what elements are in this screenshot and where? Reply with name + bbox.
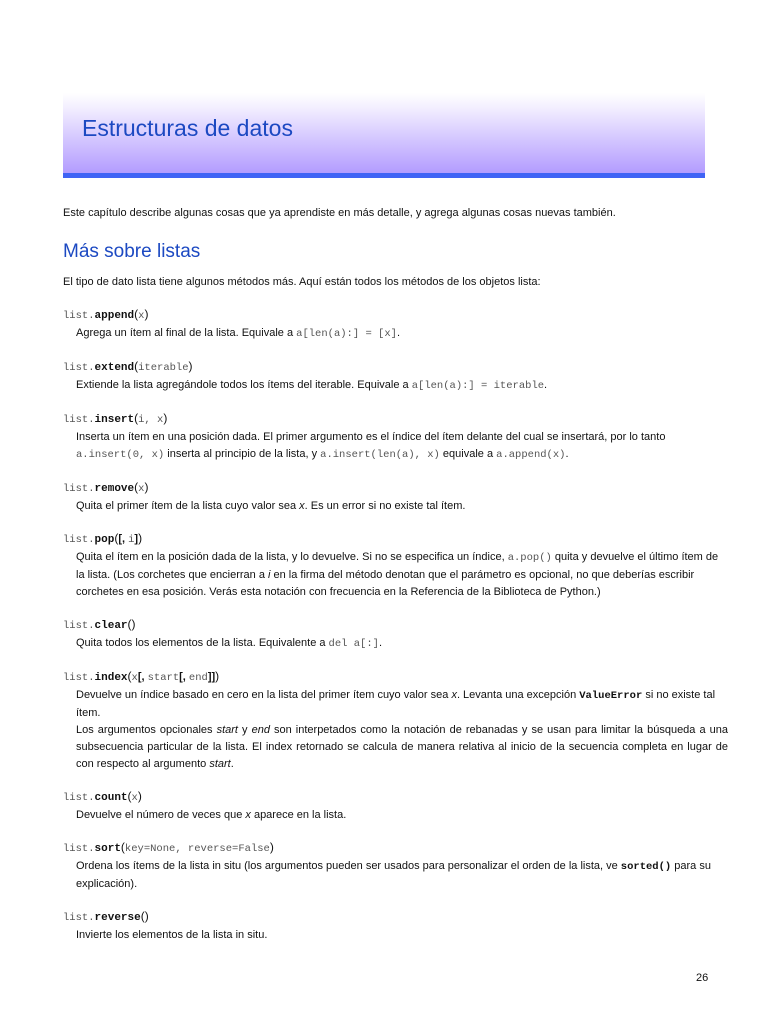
code-snippet: a.insert(0, x) <box>76 449 165 461</box>
method-signature: list.insert(i, x) <box>63 411 168 426</box>
method-name: count <box>94 792 128 804</box>
method-signature: list.clear() <box>63 617 136 632</box>
method-prefix: list. <box>63 843 95 855</box>
method-args: x <box>131 792 138 804</box>
method-description: Ordena los ítems de la lista in situ (los argumentos pueden ser usados para personalizar el orden de la lista, ve sorted() para su explicación). <box>76 860 711 890</box>
chapter-header <box>63 93 705 178</box>
page-number: 26 <box>696 972 709 984</box>
method-prefix: list. <box>63 483 95 495</box>
method-sort <box>63 839 728 893</box>
method-name: sort <box>94 843 121 855</box>
method-description: Devuelve el número de veces que x aparece en la lista. <box>76 809 347 821</box>
method-index <box>63 668 728 773</box>
method-clear <box>63 616 728 653</box>
method-description: Invierte los elementos de la lista in situ. <box>76 929 268 941</box>
method-prefix: list. <box>63 792 95 804</box>
method-name: clear <box>94 620 128 632</box>
method-args: start <box>147 672 180 684</box>
method-name: extend <box>94 362 135 374</box>
method-signature: list.sort(key=None, reverse=False) <box>63 840 274 855</box>
method-insert <box>63 410 728 464</box>
code-snippet: sorted() <box>620 861 672 873</box>
code-snippet: a[len(a):] = iterable <box>411 380 545 392</box>
method-name: index <box>94 672 128 684</box>
method-signature: list.index(x[, start[, end]]) <box>63 669 220 684</box>
method-prefix: list. <box>63 310 95 322</box>
method-description: Quita todos los elementos de la lista. Equivalente a del a[:]. <box>76 637 383 650</box>
code-snippet: a.append(x) <box>496 449 566 461</box>
method-name: pop <box>94 534 115 546</box>
method-signature: list.reverse() <box>63 909 149 924</box>
method-prefix: list. <box>63 620 95 632</box>
method-pop <box>63 530 728 601</box>
section-intro: El tipo de dato lista tiene algunos métodos más. Aquí están todos los métodos de los objetos lista: <box>63 276 541 288</box>
method-args: iterable <box>138 362 189 374</box>
code-snippet: ValueError <box>579 690 643 702</box>
method-name: append <box>94 310 135 322</box>
method-description: Extiende la lista agregándole todos los ítems del iterable. Equivale a a[len(a):] = iterable. <box>76 379 548 392</box>
method-args: x <box>138 483 145 495</box>
method-signature: list.count(x) <box>63 789 142 804</box>
method-reverse <box>63 908 728 944</box>
method-description: Quita el primer ítem de la lista cuyo valor sea x. Es un error si no existe tal ítem. <box>76 500 466 512</box>
method-extend <box>63 358 728 395</box>
method-args: i, x <box>138 414 164 426</box>
method-append <box>63 306 728 343</box>
method-signature: list.remove(x) <box>63 480 149 495</box>
method-name: remove <box>94 483 135 495</box>
method-args: key=None, reverse=False <box>124 843 270 855</box>
code-snippet: a.insert(len(a), x) <box>320 449 440 461</box>
method-list <box>63 306 728 959</box>
code-snippet: del a[:] <box>328 638 379 650</box>
method-description: Agrega un ítem al final de la lista. Equivale a a[len(a):] = [x]. <box>76 327 401 340</box>
method-prefix: list. <box>63 672 95 684</box>
method-args: end <box>188 672 208 684</box>
method-signature: list.pop([, i]) <box>63 531 143 546</box>
method-prefix: list. <box>63 362 95 374</box>
method-remove <box>63 479 728 515</box>
method-prefix: list. <box>63 912 95 924</box>
code-snippet: a[len(a):] = [x] <box>296 328 397 340</box>
method-signature: list.append(x) <box>63 307 149 322</box>
chapter-intro: Este capítulo describe algunas cosas que ya aprendiste en más detalle, y agrega algunas cosas nuevas también. <box>63 207 616 219</box>
method-prefix: list. <box>63 534 95 546</box>
method-description: Inserta un ítem en una posición dada. El primer argumento es el índice del ítem delante del cual se insertará, por lo tanto a.insert(0, x) inserta al principio de la lista, y a.insert(len(a), x) equivale a a.append(x). <box>76 431 666 461</box>
method-args: i <box>128 534 135 546</box>
chapter-title: Estructuras de datos <box>82 115 293 141</box>
method-args: x <box>138 310 145 322</box>
method-description: Quita el ítem en la posición dada de la lista, y lo devuelve. Si no se especifica un índice, a.pop() quita y devuelve el último ítem de la lista. (Los corchetes que encierran a i en la firma del método denotan que el parámetro es opcional, no que deberías escribir corchetes en esa posición. Verás esta notación con frecuencia en la Referencia de la Biblioteca de Python.) <box>76 551 719 598</box>
section-title: Más sobre listas <box>63 241 201 262</box>
method-description: Devuelve un índice basado en cero en la lista del primer ítem cuyo valor sea x. Levanta una excepción ValueError si no existe tal ítem. Los argumentos opcionales start y end son interpetados como la notación de rebanadas y se usan para limitar la búsqueda a una subsecuencia particular de la lista. El index retornado se calcula de manera relativa al inicio de la secuencia completa en lugar de con respecto al argumento start. <box>76 689 728 770</box>
method-name: reverse <box>94 912 141 924</box>
method-signature: list.extend(iterable) <box>63 359 193 374</box>
method-prefix: list. <box>63 414 95 426</box>
code-snippet: a.pop() <box>507 552 552 564</box>
method-args: x <box>131 672 138 684</box>
method-count <box>63 788 728 824</box>
method-name: insert <box>94 414 135 426</box>
